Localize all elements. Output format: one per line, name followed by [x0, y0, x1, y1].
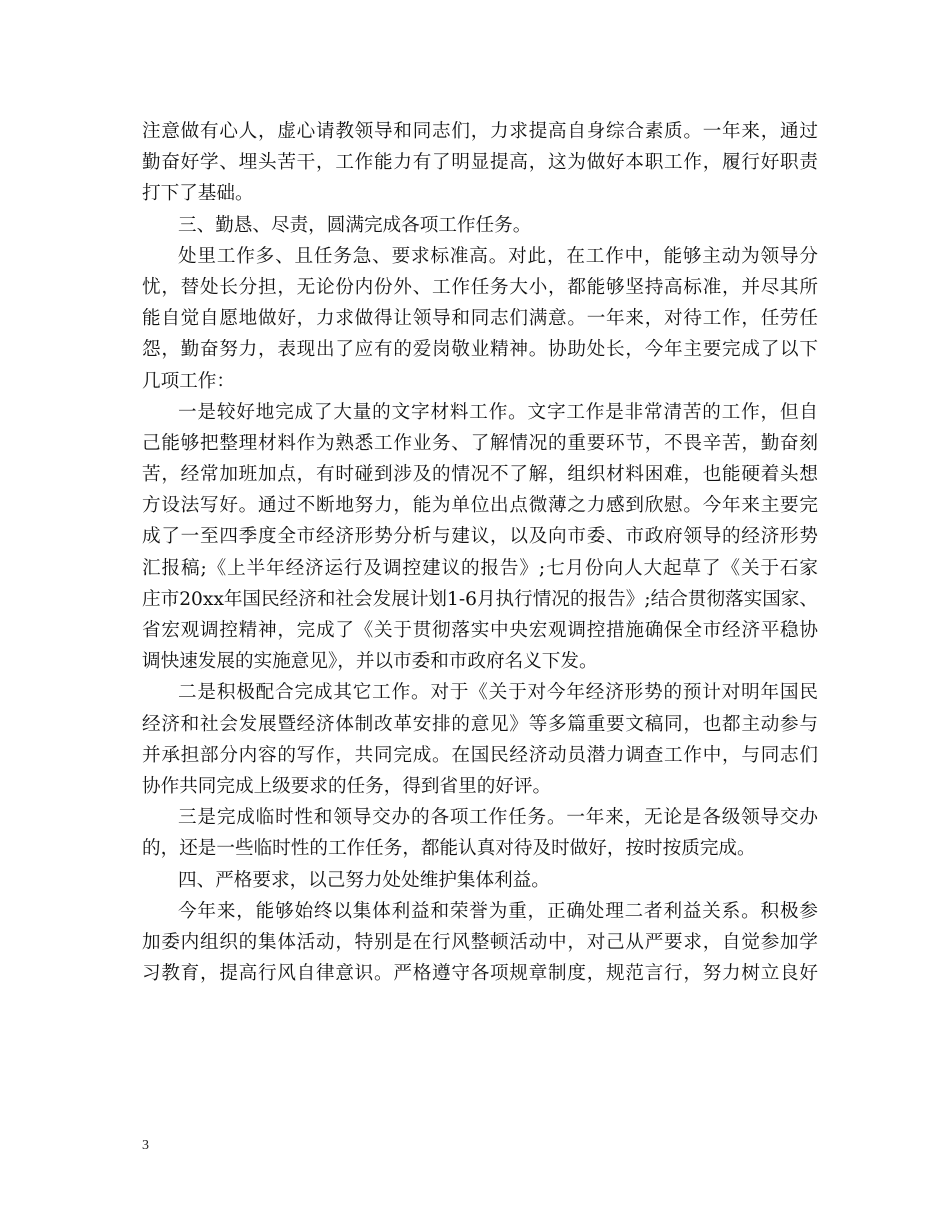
text-line: 几项工作：	[142, 370, 235, 392]
text-line: 调快速发展的实施意见》，并以市委和市政府名义下发。	[142, 651, 598, 673]
text-line: 并承担部分内容的写作，共同完成。在国民经济动员潜力调查工作中，与同志们	[142, 744, 818, 766]
text-line: 习教育，提高行风自律意识。严格遵守各项规章制度，规范言行，努力树立良好	[142, 963, 818, 985]
text-line: 能自觉自愿地做好，力求做得让领导和同志们满意。一年来，对待工作，任劳任	[142, 308, 818, 330]
text-line: 加委内组织的集体活动，特别是在行风整顿活动中，对己从严要求，自觉参加学	[142, 931, 818, 953]
text-line: 三是完成临时性和领导交办的各项工作任务。一年来，无论是各级领导交办	[178, 807, 818, 829]
text-line: 勤奋好学、埋头苦干，工作能力有了明显提高，这为做好本职工作，履行好职责	[142, 152, 818, 174]
page-number: 3	[142, 1138, 149, 1153]
text-line: 怨，勤奋努力，表现出了应有的爱岗敬业精神。协助处长，今年主要完成了以下	[142, 339, 818, 361]
text-line: 二是积极配合完成其它工作。对于《关于对今年经济形势的预计对明年国民	[178, 682, 818, 704]
text-line: 方设法写好。通过不断地努力，能为单位出点微薄之力感到欣慰。今年来主要完	[142, 495, 818, 517]
text-line: 注意做有心人，虚心请教领导和同志们，力求提高自身综合素质。一年来，通过	[142, 121, 818, 142]
text-line: 苦，经常加班加点，有时碰到涉及的情况不了解，组织材料困难，也能硬着头想	[142, 464, 818, 486]
text-line: 成了一至四季度全市经济形势分析与建议，以及向市委、市政府领导的经济形势	[142, 526, 818, 548]
text-line: 的，还是一些临时性的工作任务，都能认真对待及时做好，按时按质完成。	[142, 838, 756, 860]
text-line: 忧，替处长分担，无论份内份外、工作任务大小，都能够坚持高标准，并尽其所	[142, 276, 818, 298]
text-line: 打下了基础。	[142, 183, 254, 205]
text-line: 一是较好地完成了大量的文字材料工作。文字工作是非常清苦的工作，但自	[178, 401, 818, 423]
text-line: 省宏观调控精神，完成了《关于贯彻落实中央宏观调控措施确保全市经济平稳协	[142, 620, 818, 641]
section-heading: 三、勤恳、尽责，圆满完成各项工作任务。	[178, 214, 532, 236]
text-line: 处里工作多、且任务急、要求标准高。对此，在工作中，能够主动为领导分	[178, 245, 818, 267]
text-line: 协作共同完成上级要求的任务，得到省里的好评。	[142, 775, 552, 797]
text-line: 今年来，能够始终以集体利益和荣誉为重，正确处理二者利益关系。积极参	[178, 900, 818, 922]
text-line: 汇报稿;《上半年经济运行及调控建议的报告》;七月份向人大起草了《关于石家	[142, 557, 818, 579]
text-line: 经济和社会发展暨经济体制改革安排的意见》等多篇重要文稿同，也都主动参与	[142, 713, 818, 735]
text-line: 己能够把整理材料作为熟悉工作业务、了解情况的重要环节，不畏辛苦，勤奋刻	[142, 432, 818, 454]
section-heading: 四、严格要求，以己努力处处维护集体利益。	[178, 869, 550, 891]
document-body	[142, 116, 818, 989]
text-line: 庄市20xx年国民经济和社会发展计划1-6月执行情况的报告》;结合贯彻落实国家、	[142, 588, 818, 610]
